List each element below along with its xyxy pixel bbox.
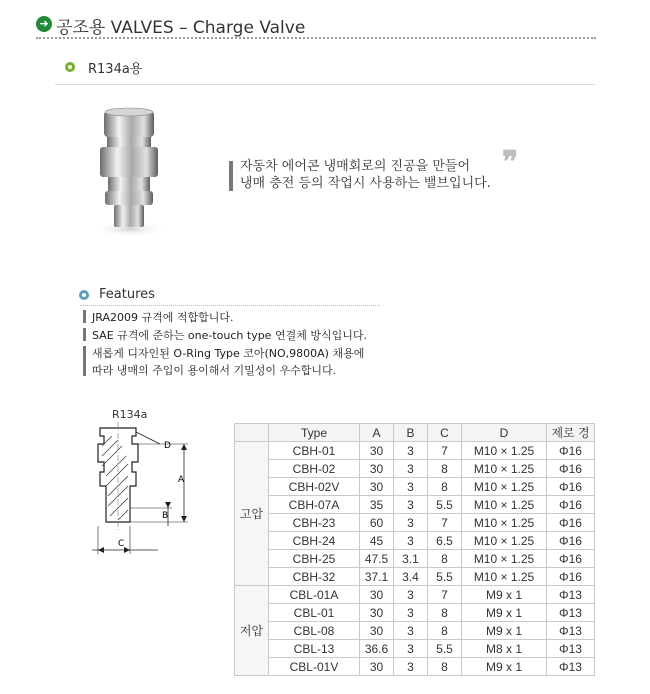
table-row — [235, 460, 595, 478]
table-cell: 30 — [360, 478, 394, 496]
table-cell: 3 — [394, 622, 428, 640]
table-cell: 30 — [360, 658, 394, 676]
table-cell: 3 — [394, 442, 428, 460]
table-row — [235, 442, 595, 460]
table-cell: M8 x 1 — [462, 640, 547, 658]
features-divider — [80, 305, 380, 306]
table-cell: 8 — [428, 478, 462, 496]
feature-bullet — [83, 346, 86, 376]
section-divider — [55, 84, 595, 85]
table-cell: 45 — [360, 532, 394, 550]
table-cell: Φ16 — [547, 550, 595, 568]
table-cell: 30 — [360, 622, 394, 640]
diagram-title: R134a — [112, 408, 148, 421]
bullet-ring-icon — [65, 62, 75, 72]
table-cell: 8 — [428, 604, 462, 622]
table-cell: Φ13 — [547, 658, 595, 676]
table-cell: CBL-01A — [269, 586, 360, 604]
table-row — [235, 496, 595, 514]
table-cell: Φ13 — [547, 622, 595, 640]
table-cell: 3 — [394, 532, 428, 550]
table-cell: 30 — [360, 586, 394, 604]
table-cell: 5.5 — [428, 568, 462, 586]
table-cell: 7 — [428, 586, 462, 604]
table-cell: Φ13 — [547, 604, 595, 622]
header-cell: D — [462, 424, 547, 442]
table-cell: Φ13 — [547, 586, 595, 604]
table-cell: 3 — [394, 640, 428, 658]
table-row — [235, 604, 595, 622]
section-title: R134a용 — [88, 62, 143, 77]
table-row — [235, 622, 595, 640]
dimension-label-c: C — [118, 539, 125, 549]
table-cell: M10 × 1.25 — [462, 460, 547, 478]
table-cell: CBH-32 — [269, 568, 360, 586]
header-cell: C — [428, 424, 462, 442]
table-cell: CBL-13 — [269, 640, 360, 658]
table-cell: 3 — [394, 496, 428, 514]
table-cell: CBH-24 — [269, 532, 360, 550]
table-cell: CBH-25 — [269, 550, 360, 568]
table-cell: CBH-02V — [269, 478, 360, 496]
table-cell: 60 — [360, 514, 394, 532]
table-row — [235, 514, 595, 532]
table-cell: 30 — [360, 442, 394, 460]
table-cell: 47.5 — [360, 550, 394, 568]
table-cell: 3.4 — [394, 568, 428, 586]
description-line: 냉매 충전 등의 작업시 사용하는 밸브입니다. — [240, 176, 491, 191]
table-cell: Φ13 — [547, 640, 595, 658]
table-row — [235, 586, 595, 604]
dimension-label-b: B — [162, 511, 169, 521]
table-cell: 8 — [428, 622, 462, 640]
features-title: Features — [99, 287, 155, 302]
valve-product-image — [92, 105, 172, 240]
table-cell: M10 × 1.25 — [462, 568, 547, 586]
arrow-right-circle-icon: ➜ — [36, 16, 52, 32]
group-label: 고압 — [235, 442, 269, 586]
dimension-diagram — [88, 422, 198, 560]
table-cell: 3 — [394, 514, 428, 532]
quote-mark-icon: ❞ — [502, 145, 519, 180]
table-row — [235, 478, 595, 496]
table-cell: M10 × 1.25 — [462, 442, 547, 460]
header-cell — [235, 424, 269, 442]
table-cell: M10 × 1.25 — [462, 496, 547, 514]
table-cell: M9 x 1 — [462, 586, 547, 604]
table-cell: 5.5 — [428, 640, 462, 658]
header-cell: B — [394, 424, 428, 442]
table-cell: 37.1 — [360, 568, 394, 586]
table-cell: M9 x 1 — [462, 658, 547, 676]
table-cell: CBL-01 — [269, 604, 360, 622]
table-cell: M10 × 1.25 — [462, 532, 547, 550]
table-cell: 30 — [360, 460, 394, 478]
spec-table — [234, 423, 595, 676]
table-cell: 3 — [394, 586, 428, 604]
header-cell: Type — [269, 424, 360, 442]
table-cell: CBH-02 — [269, 460, 360, 478]
table-cell: M9 x 1 — [462, 622, 547, 640]
table-cell: Φ16 — [547, 442, 595, 460]
table-cell: 7 — [428, 514, 462, 532]
header-cell: A — [360, 424, 394, 442]
table-cell: CBL-08 — [269, 622, 360, 640]
table-cell: M9 x 1 — [462, 604, 547, 622]
table-row — [235, 550, 595, 568]
table-cell: 8 — [428, 550, 462, 568]
table-cell: 30 — [360, 604, 394, 622]
table-row — [235, 640, 595, 658]
table-cell: 3 — [394, 658, 428, 676]
dimension-label-d: D — [164, 441, 171, 451]
table-cell: 5.5 — [428, 496, 462, 514]
bullet-ring-icon — [79, 290, 89, 300]
table-cell: CBH-23 — [269, 514, 360, 532]
dimension-label-a: A — [178, 475, 185, 485]
table-cell: Φ16 — [547, 460, 595, 478]
table-cell: 35 — [360, 496, 394, 514]
table-cell: M10 × 1.25 — [462, 550, 547, 568]
description-line: 자동차 에어콘 냉매회로의 진공을 만들어 — [240, 159, 471, 174]
table-cell: Φ16 — [547, 532, 595, 550]
table-row — [235, 568, 595, 586]
table-cell: CBH-07A — [269, 496, 360, 514]
feature-bullet — [83, 328, 86, 341]
table-cell: Φ16 — [547, 514, 595, 532]
table-header-row — [235, 424, 595, 442]
feature-item: 새롭게 디자인된 O-Ring Type 코아(NO,9800A) 채용에 — [92, 347, 365, 360]
description-bar — [229, 161, 233, 191]
feature-item: 따라 냉매의 주입이 용이해서 기밀성이 우수합니다. — [92, 364, 337, 377]
group-label: 저압 — [235, 586, 269, 676]
table-cell: CBH-01 — [269, 442, 360, 460]
table-cell: Φ16 — [547, 478, 595, 496]
table-cell: 6.5 — [428, 532, 462, 550]
table-cell: Φ16 — [547, 496, 595, 514]
table-cell: M10 × 1.25 — [462, 478, 547, 496]
table-cell: 3 — [394, 460, 428, 478]
table-cell: 3.1 — [394, 550, 428, 568]
table-cell: M10 × 1.25 — [462, 514, 547, 532]
product-description — [240, 158, 491, 192]
table-row — [235, 658, 595, 676]
table-cell: CBL-01V — [269, 658, 360, 676]
feature-item: SAE 규격에 준하는 one-touch type 연결체 방식입니다. — [92, 329, 367, 342]
table-cell: 3 — [394, 604, 428, 622]
table-cell: 8 — [428, 658, 462, 676]
table-cell: Φ16 — [547, 568, 595, 586]
table-cell: 3 — [394, 478, 428, 496]
table-cell: 36.6 — [360, 640, 394, 658]
header-divider — [36, 37, 596, 39]
feature-item: JRA2009 규격에 적합합니다. — [92, 311, 234, 324]
header-cell: 제로 경 — [547, 424, 595, 442]
table-row — [235, 532, 595, 550]
table-cell: 8 — [428, 460, 462, 478]
feature-bullet — [83, 310, 86, 323]
page-title: 공조용 VALVES – Charge Valve — [56, 18, 306, 38]
table-cell: 7 — [428, 442, 462, 460]
